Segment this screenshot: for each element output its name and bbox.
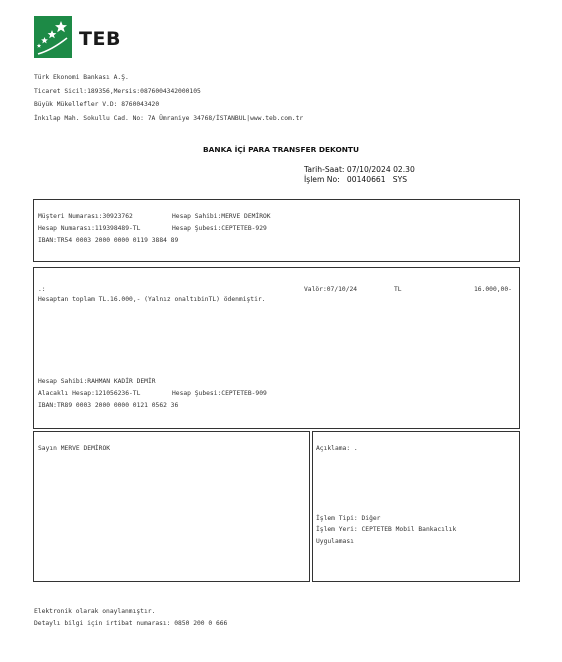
customer-number: Müşteri Numarası:30923762	[38, 213, 133, 220]
sender-branch: Hesap Şubesi:CEPTETEB-929	[172, 225, 267, 232]
company-address: İnkılap Mah. Sokullu Cad. No: 7A Ümraniye 34768/İSTANBUL|www.teb.com.tr	[34, 115, 304, 122]
sender-account-number: Hesap Numarası:119398489-TL	[38, 225, 141, 232]
transfer-amount: 16.000,00-	[474, 286, 512, 293]
transaction-place-cont: Uygulaması	[316, 538, 354, 545]
company-name: Türk Ekonomi Bankası A.Ş.	[34, 74, 129, 81]
sender-holder: Hesap Sahibi:MERVE DEMİROK	[172, 213, 271, 220]
transaction-type: İşlem Tipi: Diğer	[316, 515, 381, 522]
company-tax-office: Büyük Mükellefler V.D: 8760043420	[34, 101, 160, 108]
transfer-prefix: .:	[38, 286, 46, 293]
valor-date: Valör:07/10/24	[304, 286, 358, 293]
receiver-account: Alacaklı Hesap:121056236-TL	[38, 390, 141, 397]
footer-approval: Elektronik olarak onaylanmıştır.	[34, 608, 156, 615]
description: Açıklama: .	[316, 445, 358, 452]
receiver-iban: IBAN:TR89 0003 2000 0000 0121 0562 36	[38, 402, 179, 409]
teb-logo-mark	[34, 16, 72, 58]
transaction-place: İşlem Yeri: CEPTETEB Mobil Bankacılık	[316, 526, 457, 533]
payment-note: Hesaptan toplam TL.16.000,- (Yalnız onaltıbinTL) ödenmiştir.	[38, 296, 266, 303]
footer-contact: Detaylı bilgi için irtibat numarası: 0850 200 0 666	[34, 620, 228, 627]
company-registry: Ticaret Sicil:189356,Mersis:0876004342000105	[34, 88, 201, 95]
brand-name: TEB	[79, 28, 121, 50]
greeting: Sayın MERVE DEMİROK	[38, 445, 111, 452]
transaction-datetime: Tarih-Saat: 07/10/2024 02.30	[304, 165, 415, 174]
currency: TL	[394, 286, 402, 293]
receiver-holder: Hesap Sahibi:RAHMAN KADİR DEMİR	[38, 378, 156, 385]
document-title: BANKA İÇİ PARA TRANSFER DEKONTU	[203, 145, 359, 154]
sender-iban: IBAN:TR54 0003 2000 0000 0119 3884 89	[38, 237, 179, 244]
receiver-branch: Hesap Şubesi:CEPTETEB-909	[172, 390, 267, 397]
transaction-number: İşlem No: 00140661 SYS	[304, 175, 408, 184]
stars-logo-icon	[34, 16, 72, 58]
